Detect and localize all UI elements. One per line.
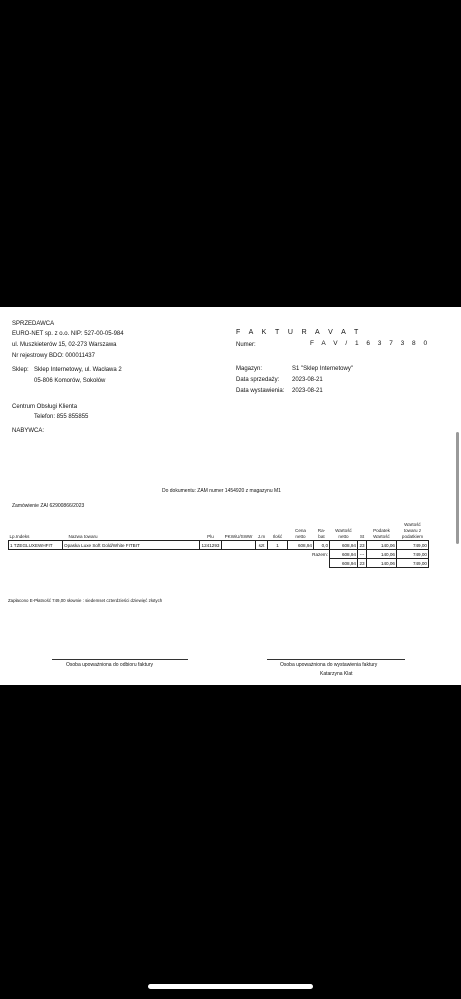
issue-date-label: Data wystawienia: bbox=[236, 388, 285, 394]
row-net-value: 608,94 bbox=[330, 541, 358, 550]
warehouse-value: S1 "Sklep Internetowy" bbox=[292, 366, 353, 372]
invoice-title: F A K T U R A V A T bbox=[236, 329, 362, 336]
row-unit: szt bbox=[256, 541, 268, 550]
invoice-document bbox=[0, 307, 461, 685]
col-vat: Podatek Wartość bbox=[373, 528, 390, 539]
document-reference: Do dokumentu: ZAM numer 1454920 z magazynu M1 bbox=[162, 488, 281, 494]
col-plu: Plu bbox=[207, 534, 214, 539]
invoice-number: F A V / 1 6 3 7 3 8 0 bbox=[310, 340, 431, 347]
col-name: Nazwa towaru bbox=[68, 534, 98, 539]
issue-date-value: 2023-08-21 bbox=[292, 388, 323, 394]
row-vat-rate: 23 bbox=[359, 542, 365, 548]
row-plu: 1241293 bbox=[200, 541, 222, 550]
col-gross: Wartość towaru z podatkiem bbox=[401, 522, 424, 539]
sum-label: Razem: bbox=[312, 551, 328, 557]
col-net-price: Cena netto bbox=[295, 528, 306, 539]
col-unit: J.m bbox=[257, 534, 266, 539]
sum2-vat: 140,06 bbox=[367, 559, 397, 568]
seller-line-2: ul. Muszkieterów 15, 02-273 Warszawa bbox=[12, 342, 117, 348]
home-indicator[interactable] bbox=[148, 984, 313, 989]
signature-line-right bbox=[267, 659, 405, 660]
row-discount: 0,0 bbox=[314, 541, 330, 550]
col-vat-rate: St bbox=[359, 534, 365, 539]
seller-line-3: Nr rejestrowy BDO: 000011437 bbox=[12, 353, 95, 359]
sum-row-2 bbox=[9, 559, 429, 568]
sum-row-1 bbox=[9, 550, 429, 559]
shop-line-1: Sklep Internetowy, ul. Wacława 2 bbox=[34, 367, 122, 373]
table-row bbox=[9, 541, 429, 550]
row-gross: 749,00 bbox=[397, 541, 429, 550]
sum2-gross: 749,00 bbox=[397, 559, 429, 568]
buyer-heading: NABYWCA: bbox=[12, 428, 45, 434]
seller-line-1: EURO-NET sp. z o.o. NIP: 527-00-05-984 bbox=[12, 331, 124, 337]
col-qty: Ilość bbox=[272, 534, 283, 539]
sum1-net: 608,94 bbox=[330, 550, 358, 559]
row-net-price: 608,94 bbox=[288, 541, 314, 550]
col-net-value: Wartość netto bbox=[335, 528, 352, 539]
payment-line: Zapłacono E-Płatność 749,00 słownie : siedemset czterdzieści dziewięć złotych bbox=[8, 598, 163, 603]
scrollbar-thumb[interactable] bbox=[456, 432, 459, 544]
row-lp-index: 1 TZEGLUXEWHFIT bbox=[9, 541, 63, 550]
items-table bbox=[8, 522, 429, 568]
invoice-number-label: Numer: bbox=[236, 342, 256, 348]
row-vat: 140,06 bbox=[367, 541, 397, 550]
warehouse-label: Magazyn: bbox=[236, 366, 263, 372]
col-lp-index: Lp.Indeks bbox=[9, 534, 30, 539]
seller-heading: SPRZEDAWCA bbox=[12, 321, 55, 327]
sale-date-value: 2023-08-21 bbox=[292, 377, 323, 383]
shop-line-2: 05-806 Komorów, Sokołów bbox=[34, 378, 106, 384]
table-header-row bbox=[9, 522, 429, 541]
row-name: Opaska Luxe Soft Gold/White FITBIT bbox=[63, 541, 200, 550]
signature-left-label: Osoba upoważniona do odbioru faktury bbox=[66, 662, 154, 668]
sum1-gross: 749,00 bbox=[397, 550, 429, 559]
col-discount: Ra- bat bbox=[317, 528, 326, 539]
sum2-net: 608,94 bbox=[330, 559, 358, 568]
order-number: Zamówienie ZAI 62900866/2023 bbox=[12, 503, 85, 509]
service-label: Centrum Obsługi Klienta bbox=[12, 404, 78, 410]
signature-right-label: Osoba upoważniona do wystawienia faktury bbox=[280, 662, 378, 668]
shop-label: Sklep: bbox=[12, 367, 29, 373]
sum2-rate: 23 bbox=[359, 560, 365, 566]
col-pkwiu: PKWiU/SWW bbox=[224, 534, 253, 539]
sale-date-label: Data sprzedaży: bbox=[236, 377, 280, 383]
signature-line-left bbox=[52, 659, 188, 660]
signature-right-name: Katarzyna Klat bbox=[320, 671, 353, 677]
service-phone: Telefon: 855 855855 bbox=[34, 414, 89, 420]
row-pkwiu bbox=[222, 541, 256, 550]
sum1-rate: --- bbox=[358, 550, 367, 559]
sum1-vat: 140,06 bbox=[367, 550, 397, 559]
row-qty: 1 bbox=[268, 541, 288, 550]
